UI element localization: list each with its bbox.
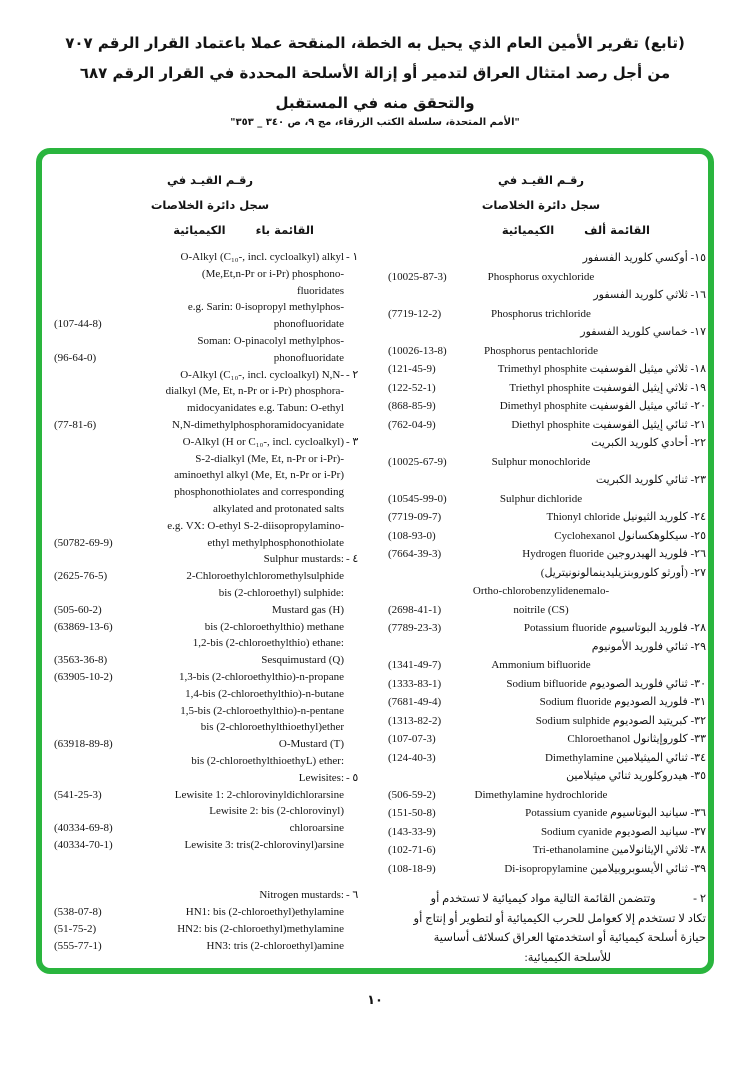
chemical-text: ١٧- خماسي كلوريد الفسفور (580, 326, 706, 338)
list-a-row (376, 841, 706, 860)
entry-number: - ٥ (346, 771, 359, 784)
list-a-column (376, 168, 706, 968)
list-a-row (376, 693, 706, 712)
cas-number: (7664-39-3) (388, 548, 442, 560)
list-a-header-line3 (376, 218, 706, 243)
chemical-text: e.g. VX: O-ethyl S-2-diisopropylamino- (167, 519, 344, 532)
chemical-text: Ammonium bifluoride (491, 659, 591, 671)
chemical-text: Soman: O-pinacolyl methylphos- (197, 334, 344, 347)
list-b-row (50, 770, 370, 787)
chemical-text: ٢٦- فلوريد الهيدروجين Hydrogen fluoride (522, 548, 706, 560)
chemical-text: Sesquimustard (Q) (261, 654, 344, 667)
list-b-row (50, 535, 370, 552)
list-b-row (50, 266, 370, 283)
chemical-text: ٢٢- أحادي كلوريد الكبريت (591, 437, 706, 449)
chemical-text: N,N-dimethylphosphoramidocyanidate (172, 418, 344, 431)
cas-number: (10025-67-9) (388, 455, 447, 468)
paragraph-line: للأسلحة الكيميائية: (524, 951, 611, 964)
list-b-row (50, 350, 370, 367)
chemical-text: HN1: bis (2-chloroethyl)ethylamine (185, 906, 344, 919)
chemical-text: ٢٥- سيكلوهكسانول Cyclohexanol (554, 529, 706, 542)
list-b-row (50, 484, 370, 501)
list-b-row (50, 434, 370, 451)
header-line-3: والتحقق منه في المستقبل (275, 94, 475, 112)
list-a-row (376, 767, 706, 786)
cas-number: (10026-13-8) (388, 344, 447, 357)
chemical-text: dialkyl (Me, Et, n-Pr or i-Pr) phosphora- (165, 385, 344, 398)
list-b-row (50, 619, 370, 636)
chemical-text: alkylated and protonated salts (212, 502, 344, 515)
list-b-row (50, 249, 370, 266)
chemical-text: ٢٣- ثنائي كلوريد الكبريت (595, 474, 706, 486)
cas-number: (63869-13-6) (54, 620, 113, 633)
list-b-row (50, 787, 370, 804)
list-a-row (376, 268, 706, 287)
paragraph-line: ٢ - وتتضمن القائمة التالية مواد كيميائية لا تستخدم أو (430, 893, 706, 905)
entry-number: - ٦ (346, 889, 359, 902)
chemical-text: ١٦- ثلاثي كلوريد الفسفور (593, 289, 706, 301)
cas-number: (121-45-9) (388, 363, 436, 375)
chemical-text: O-Mustard (T) (278, 738, 344, 751)
list-a-row (376, 471, 706, 490)
cas-number: (506-59-2) (388, 788, 436, 801)
chemical-text: ١٥- أوكسي كلوريد الفسفور (582, 252, 706, 264)
list-a-row (376, 730, 706, 749)
chemical-text: chloroarsine (289, 822, 344, 835)
chemical-text: Phosphorus pentachloride (484, 344, 598, 357)
chemical-text: Lewisite 1: 2-chlorovinyldichlorarsine (174, 788, 344, 801)
chemical-text: 1,5-bis (2-chloroethylthio)-n-pentane (180, 704, 344, 717)
paragraph-line: تكاد لا تستخدم إلا كعوامل للحرب الكيميائية أو لتطوير أو إنتاج أو (413, 912, 706, 925)
list-a-row (376, 582, 706, 601)
list-a-registry-header-line3: الكيميائية (501, 223, 555, 237)
list-a-row (376, 453, 706, 472)
chemical-text: 1,2-bis (2-chloroethylthio) ethane: (192, 637, 344, 650)
chemical-text: 1,3-bis (2-chloroethylthio)-n-propane (179, 670, 344, 683)
chemical-text: ١٨- ثلاثي ميثيل الفوسفيت Trimethyl phosphite (497, 363, 706, 375)
cas-number: (7719-12-2) (388, 307, 442, 320)
chemical-text: S-2-dialkyl (Me, Et, n-Pr or i-Pr)- (195, 452, 344, 465)
list-a-row (376, 804, 706, 823)
list-b-row (50, 585, 370, 602)
cas-number: (1313-82-2) (388, 714, 442, 727)
cas-number: (151-50-8) (388, 807, 436, 819)
list-b-registry-header-line2: سجل دائرة الخلاصات (150, 198, 270, 212)
entry-number: - ٢ (346, 368, 359, 381)
list-b-row (50, 703, 370, 720)
chemical-text: ٢٠- ثنائي ميثيل الفوسفيت Dimethyl phosphite (499, 400, 706, 412)
list-b-row (50, 383, 370, 400)
list-a-row (376, 397, 706, 416)
chemical-text: (Me,Et,n-Pr or i-Pr) phosphono- (201, 267, 344, 280)
chemical-text: ٣٠- ثنائي فلوريد الصوديوم Sodium bifluoride (506, 677, 706, 690)
chemical-text: bis (2-chloroethyl) sulphide: (218, 586, 344, 599)
chemical-text: ٢٩- ثنائي فلوريد الأمونيوم (591, 640, 706, 653)
chemical-text: ethyl methylphosphonothiolate (207, 536, 344, 549)
cas-number: (77-81-6) (54, 418, 97, 431)
cas-number: (40334-69-8) (54, 822, 113, 835)
chemical-text: bis (2-chloroethylthioethyL) ether: (191, 754, 344, 767)
list-a-row (376, 860, 706, 879)
list-b-row (50, 719, 370, 736)
cas-number: (505-60-2) (54, 603, 102, 616)
list-b-row (50, 400, 370, 417)
list-b-row (50, 283, 370, 300)
chemical-text: aminoethyl alkyl (Me, Et, n-Pr or i-Pr) (174, 469, 344, 482)
cas-number: (108-18-9) (388, 862, 436, 875)
chemical-text: ٢١- ثنائي إيثيل الفوسفيت Diethyl phosphite (511, 418, 706, 431)
chemical-text: noitrile (CS) (513, 603, 569, 616)
cas-number: (7681-49-4) (388, 696, 442, 708)
chemical-text: Sulphur dichloride (499, 492, 583, 505)
chemical-text: e.g. Sarin: 0-isopropyl methylphos- (187, 301, 344, 314)
list-b-row (50, 652, 370, 669)
chemical-text: ٢٧- (أورثو كلوروبنزيليدينمالونونيتريل) (540, 566, 706, 579)
list-a-row (376, 712, 706, 731)
chemical-text: Phosphorus trichloride (491, 307, 591, 320)
cas-number: (108-93-0) (388, 529, 436, 542)
paragraph-line: حيازة أسلحة كيميائية أو استخدمتها العراق كسلائف أساسية (433, 932, 706, 944)
cas-number: (107-07-3) (388, 733, 436, 745)
list-a-row (376, 656, 706, 675)
list-a-row (376, 323, 706, 342)
intro-paragraph-list-b (376, 890, 706, 968)
list-b-label: القائمة باء (255, 223, 314, 237)
cas-number: (7719-09-7) (388, 511, 442, 523)
chemical-text: Ortho-chlorobenzylidenemalo- (472, 585, 610, 597)
chemical-text: O-Alkyl (C₁₀-, incl. cycloalkyl) N,N- (180, 368, 344, 381)
chemical-text: Sulphur mustards: (263, 553, 344, 566)
cas-number: (541-25-3) (54, 788, 102, 801)
list-b-row (50, 887, 370, 904)
list-b-row (50, 736, 370, 753)
cas-number: (107-44-8) (54, 318, 102, 331)
cas-number: (1341-49-7) (388, 659, 442, 671)
page-number: ١٠ (367, 992, 383, 1007)
cas-number: (7789-23-3) (388, 622, 442, 634)
chemical-text: Lewisites: (298, 771, 344, 784)
chemical-text: bis (2-chloroethylthioethyl)ether (200, 721, 344, 734)
chemical-text: ١٩- ثلاثي إيثيل الفوسفيت Triethyl phosphite (509, 381, 706, 394)
chemical-text: Mustard gas (H) (271, 603, 344, 616)
chemical-text: ٣٦- سيانيد البوتاسيوم Potassium cyanide (525, 807, 706, 819)
list-b-rows (50, 249, 370, 954)
list-b-row (50, 316, 370, 333)
chemical-text: HN2: bis (2-chloroethyl)methylamine (177, 922, 344, 935)
cas-number: (868-85-9) (388, 400, 436, 412)
chemical-text: 1,4-bis (2-chloroethylthio)-n-butane (185, 687, 344, 700)
entry-number: - ١ (346, 251, 359, 263)
list-a-label: القائمة ألف (584, 223, 650, 237)
list-a-row (376, 508, 706, 527)
chemical-text: Lewisite 3: tris(2-chlorovinyl)arsine (184, 838, 344, 851)
entry-number: - ٤ (346, 553, 359, 566)
list-a-row (376, 601, 706, 620)
chemical-text: bis (2-chloroethylthio) methane (204, 620, 344, 633)
cas-number: (2625-76-5) (54, 570, 108, 583)
list-a-row (376, 564, 706, 583)
cas-number: (1333-83-1) (388, 677, 442, 690)
list-a-rows (376, 249, 706, 878)
chemical-text: phonofluoridate (273, 318, 344, 331)
cas-number: (3563-36-8) (54, 654, 108, 667)
chemical-text: ٣٢- كبريتيد الصوديوم Sodium sulphide (535, 714, 706, 727)
chemical-text: 2-Chloroethylchloromethylsulphide (186, 570, 344, 583)
list-b-row (50, 333, 370, 350)
list-a-row (376, 545, 706, 564)
chemical-text: O-Alkyl (H or C₁₀-, incl. cycloalkyl) (182, 435, 344, 448)
list-a-row (376, 490, 706, 509)
list-b-row (50, 854, 370, 871)
citation-line: "الأمم المتحدة، سلسلة الكتب الزرقاء، مج ٩، ص ٣٤٠ _ ٣٥٣" (230, 117, 520, 128)
list-b-row (50, 921, 370, 938)
cas-number: (40334-70-1) (54, 838, 113, 851)
cas-number: (122-52-1) (388, 381, 436, 394)
chemical-text: ٣٧- سيانيد الصوديوم Sodium cyanide (540, 825, 706, 838)
header-line-1: (تابع) تقرير الأمين العام الذي يحيل به الخطة، المنقحة عملا باعتماد القرار الرقم ٧٠٧ (65, 34, 685, 52)
list-b-row (50, 669, 370, 686)
list-a-row (376, 527, 706, 546)
cas-number: (63918-89-8) (54, 738, 113, 751)
header-line-2: من أجل رصد امتثال العراق لتدمير أو إزالة الأسلحة المحددة في القرار الرقم ٦٨٧ (79, 64, 671, 82)
list-b-row (50, 803, 370, 820)
list-b-row (50, 870, 370, 887)
chemical-text: ٣٤- ثنائي الميثيلامين Dimethylamine (544, 751, 706, 764)
chemical-text: midocyanidates e.g. Tabun: O-ethyl (187, 402, 344, 415)
list-b-row (50, 837, 370, 854)
cas-number: (762-04-9) (388, 418, 436, 431)
list-b-column (50, 168, 370, 954)
list-b-row (50, 602, 370, 619)
list-b-row (50, 367, 370, 384)
list-a-row (376, 823, 706, 842)
list-b-row (50, 904, 370, 921)
list-b-row (50, 635, 370, 652)
cas-number: (2698-41-1) (388, 603, 442, 616)
list-a-row (376, 416, 706, 435)
list-a-registry-header-line1: رقـم القيـد في (497, 173, 585, 187)
list-b-registry-header-line3: الكيميائية (173, 223, 226, 237)
cas-number: (538-07-8) (54, 906, 102, 919)
green-border-box (36, 148, 714, 974)
cas-number: (96-64-0) (54, 351, 97, 364)
chemical-text: Phosphorus oxychloride (487, 270, 595, 283)
chemical-text: O-Alkyl (C₁₀-, incl. cycloalkyl) alkyl (180, 251, 344, 263)
list-b-registry-header-line1: رقـم القيـد في (166, 173, 254, 187)
list-b-row (50, 299, 370, 316)
list-b-row (50, 501, 370, 518)
list-b-header-line3 (50, 218, 370, 243)
cas-number: (10545-99-0) (388, 492, 447, 505)
chemical-text: ٣١- فلوريد الصوديوم Sodium fluoride (539, 696, 706, 708)
cas-number: (10025-87-3) (388, 270, 447, 283)
list-b-row (50, 467, 370, 484)
list-b-row (50, 551, 370, 568)
chemical-text: phosphonothiolates and corresponding (174, 486, 344, 499)
list-a-row (376, 749, 706, 768)
chemical-text: ٣٨- ثلاثي الإيثانولامين Tri-ethanolamine (532, 844, 706, 856)
entry-number: - ٣ (346, 435, 359, 448)
list-a-row (376, 675, 706, 694)
list-a-row (376, 379, 706, 398)
cas-number: (102-71-6) (388, 844, 436, 856)
chemical-text: Nitrogen mustards: (259, 889, 344, 902)
chemical-text: HN3: tris (2-chloroethyl)amine (206, 939, 344, 952)
chemical-text: Dimethylamine hydrochloride (474, 788, 608, 801)
list-b-row (50, 451, 370, 468)
list-a-row (376, 786, 706, 805)
list-b-row (50, 820, 370, 837)
cas-number: (51-75-2) (54, 922, 97, 935)
list-a-row (376, 286, 706, 305)
cas-number: (143-33-9) (388, 825, 436, 838)
list-b-row (50, 417, 370, 434)
chemical-text: fluoridates (296, 284, 344, 297)
chemical-text: ٢٨- فلوريد البوتاسيوم Potassium fluoride (523, 622, 706, 634)
cas-number: (50782-69-9) (54, 536, 113, 549)
chemical-text: ٣٣- كلوروإيثانول Chloroethanol (567, 733, 706, 745)
list-a-registry-header-line2: سجل دائرة الخلاصات (481, 198, 601, 212)
cas-number: (124-40-3) (388, 751, 436, 764)
list-a-row (376, 434, 706, 453)
cas-number: (555-77-1) (54, 939, 102, 952)
chemical-text: Lewisite 2: bis (2-chlorovinyl) (209, 805, 344, 818)
list-a-row (376, 305, 706, 324)
cas-number: (63905-10-2) (54, 670, 113, 683)
list-a-row (376, 342, 706, 361)
chemical-text: Sulphur monochloride (491, 455, 591, 468)
chemical-text: ٣٥- هيدروكلوريد ثنائي ميثيلامين (566, 770, 706, 782)
list-a-row (376, 619, 706, 638)
chemical-text: phonofluoridate (273, 351, 344, 364)
chemical-text: ٣٩- ثنائي الأيسوبروبيلامين Di-isopropylamine (504, 862, 706, 875)
list-a-row (376, 360, 706, 379)
list-b-row (50, 568, 370, 585)
list-b-row (50, 518, 370, 535)
list-b-row (50, 686, 370, 703)
chemical-text: ٢٤- كلوريد الثيونيل Thionyl chloride (546, 511, 706, 523)
list-a-row (376, 249, 706, 268)
list-b-row (50, 753, 370, 770)
list-b-row (50, 938, 370, 955)
list-a-row (376, 638, 706, 657)
